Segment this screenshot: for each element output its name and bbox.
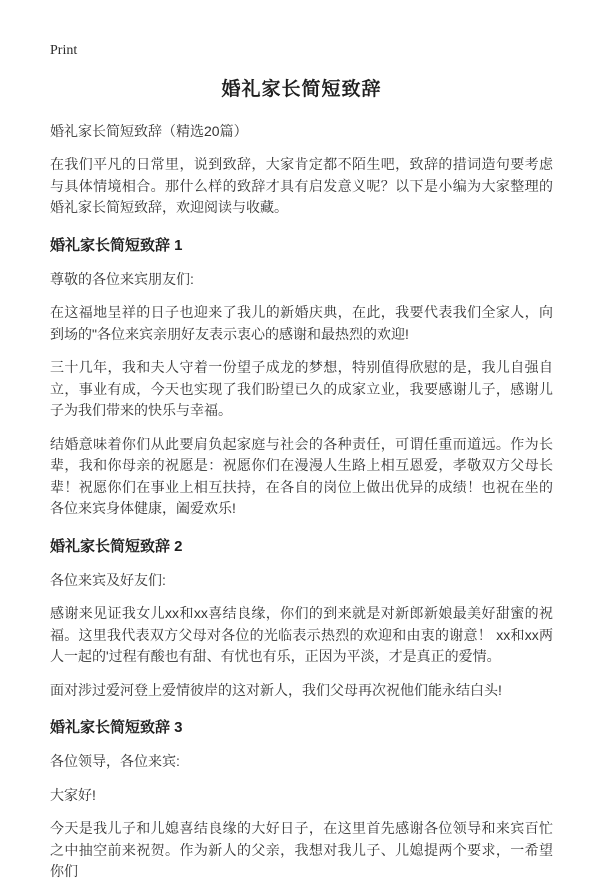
intro-paragraph: 在我们平凡的日常里，说到致辞，大家肯定都不陌生吧，致辞的措词造句要考虑与具体情境相合。那什么样的致辞才具有启发意义呢？以下是小编为大家整理的婚礼家长简短致辞，欢迎阅读与收藏。 (50, 156, 553, 215)
page-title: 婚礼家长简短致辞 (221, 79, 382, 100)
section-3-paragraph: 今天是我儿子和儿媳喜结良缘的大好日子，在这里首先感谢各位领导和来宾百忙之中抽空前来祝贺。作为新人的父亲，我想对我儿子、儿媳提两个要求，一希望你们 (50, 820, 553, 879)
section-3-heading: 婚礼家长简短致辞 3 (50, 719, 183, 736)
section-1-paragraph: 在这福地呈祥的日子也迎来了我儿的新婚庆典，在此，我要代表我们全家人，向到场的"各位来宾亲朋好友表示衷心的感谢和最热烈的欢迎! (50, 304, 553, 342)
section-2-paragraph: 面对涉过爱河登上爱情彼岸的这对新人，我们父母再次祝他们能永结白头! (50, 681, 502, 698)
section-1-salutation: 尊敬的各位来宾朋友们: (50, 270, 194, 287)
section-3-salutation: 各位领导，各位来宾: (50, 753, 180, 769)
document-subtitle: 婚礼家长简短致辞（精选20篇） (50, 123, 248, 139)
section-1-heading: 婚礼家长简短致辞 1 (50, 236, 183, 254)
section-2-heading: 婚礼家长简短致辞 2 (50, 537, 183, 555)
section-3-greeting: 大家好! (50, 786, 96, 803)
section-1-paragraph: 三十几年，我和夫人守着一份望子成龙的梦想，特别值得欣慰的是，我儿自强自立，事业有成，今天也实现了我们盼望已久的成家立业，我要感谢儿子，感谢儿子为我们带来的快乐与幸福。 (50, 359, 553, 418)
section-2-salutation: 各位来宾及好友们: (50, 571, 166, 588)
print-button[interactable]: Print (50, 43, 78, 58)
section-2-paragraph: 感谢来见证我女儿xx和xx喜结良缘，你们的到来就是对新郎新娘最美好甜蜜的祝福。这里我代表双方父母对各位的光临表示热烈的欢迎和由衷的谢意！ xx和xx两人一起的'过程有酸也有甜、有忧也有乐，正因为平淡，才是真正的爱情。 (50, 605, 553, 664)
section-1-paragraph: 结婚意味着你们从此要肩负起家庭与社会的各种责任，可谓任重而道远。作为长辈，我和你母亲的祝愿是：祝愿你们在漫漫人生路上相互恩爱，孝敬双方父母长辈！祝愿你们在事业上相互扶持，在各自的岗位上做出优异的成绩！也祝在坐的各位来宾身体健康，阖爱欢乐! (50, 435, 553, 516)
